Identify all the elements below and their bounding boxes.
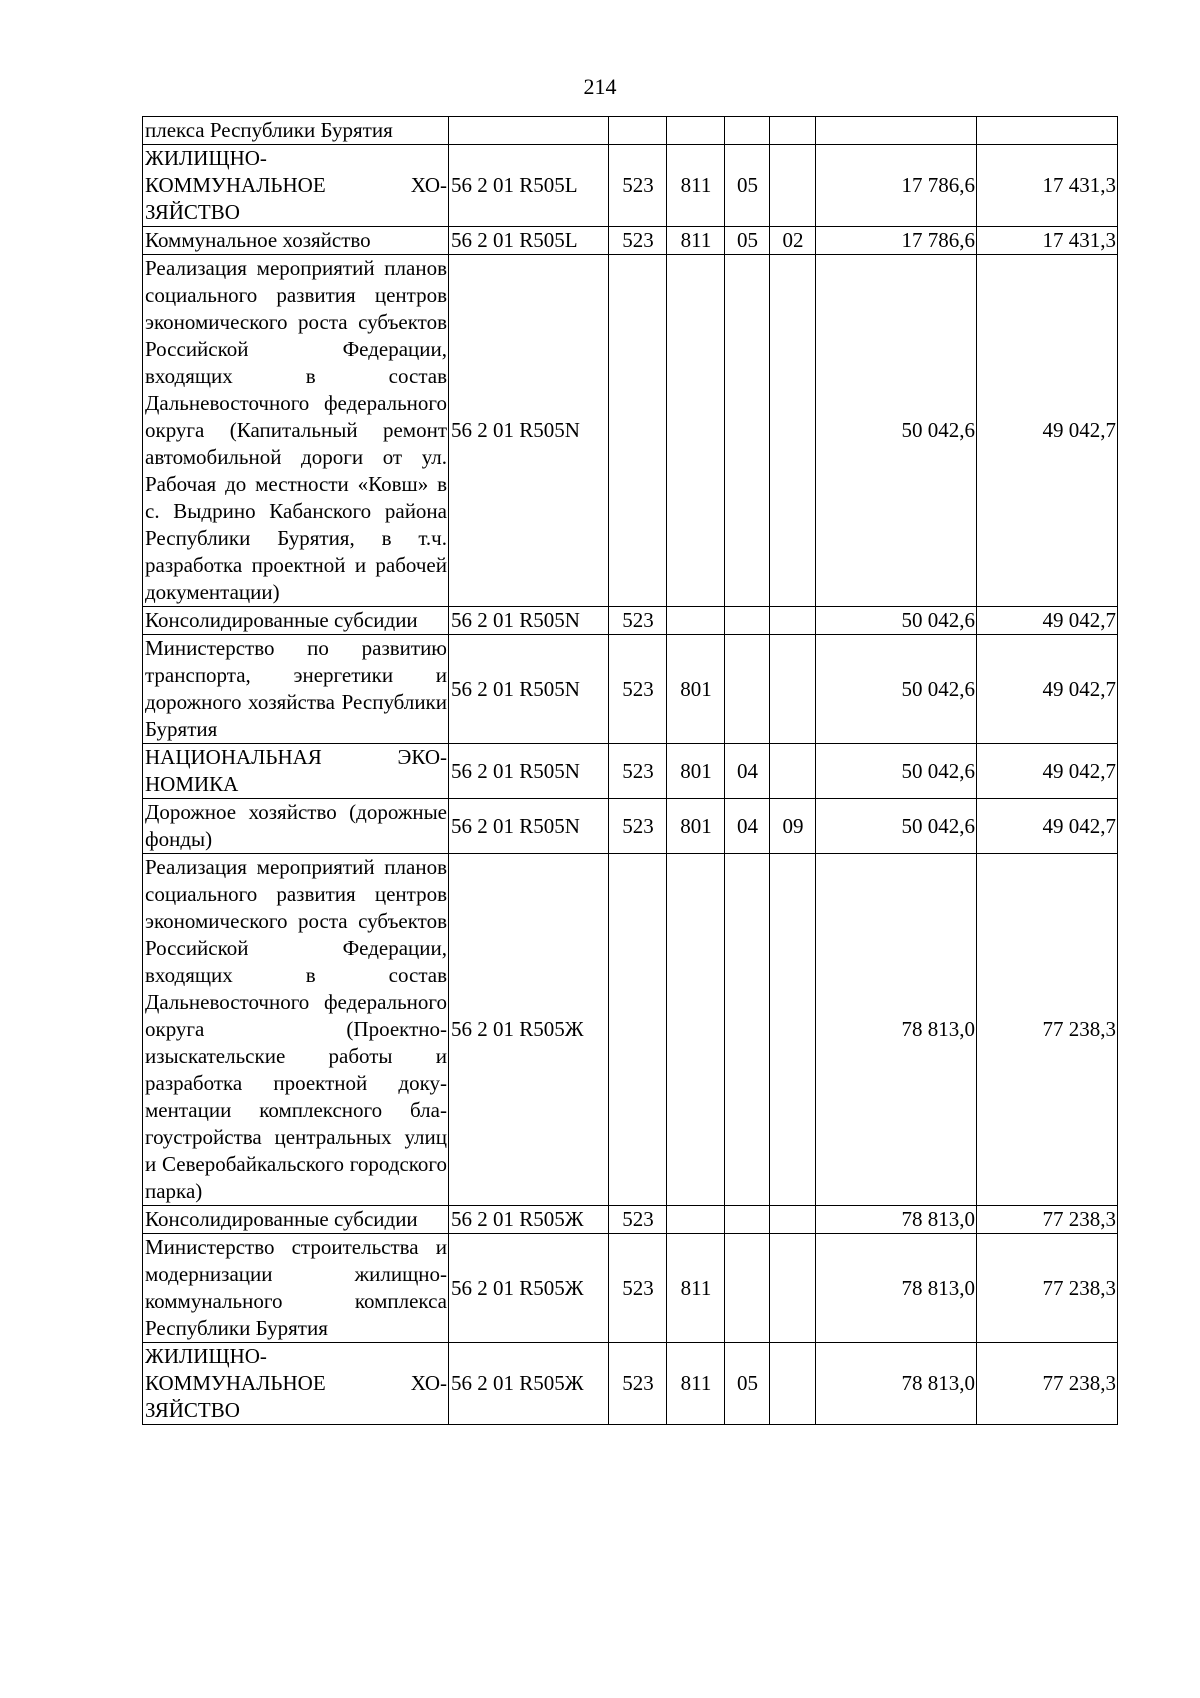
- row-pr-cell: [770, 1343, 816, 1425]
- row-sum1-cell: 50 042,6: [816, 607, 977, 635]
- row-pr-cell: [770, 255, 816, 607]
- row-pr-cell: [770, 854, 816, 1206]
- table-row: [143, 635, 1118, 744]
- row-grbs-cell: 523: [609, 607, 667, 635]
- table-row: [143, 854, 1118, 1206]
- row-ved-cell: [667, 607, 725, 635]
- row-name-cell: Коммунальное хозяйство: [143, 227, 449, 255]
- row-name-cell: НАЦИОНАЛЬНАЯ ЭКОНОМИКА: [143, 744, 449, 799]
- row-code-cell: 56 2 01 R505N: [449, 607, 609, 635]
- row-sum1-cell: 50 042,6: [816, 799, 977, 854]
- row-ved-cell: [667, 117, 725, 145]
- row-sum2-cell: 77 238,3: [977, 1206, 1118, 1234]
- row-name-cell: Министерство по развитию транспорта, энергетики и дорожного хозяйства Республики Бурятия: [143, 635, 449, 744]
- row-rz-cell: 04: [725, 799, 770, 854]
- row-sum2-cell: 77 238,3: [977, 854, 1118, 1206]
- table-row: [143, 1343, 1118, 1425]
- row-grbs-cell: 523: [609, 1206, 667, 1234]
- row-rz-cell: 05: [725, 227, 770, 255]
- row-sum2-cell: 17 431,3: [977, 145, 1118, 227]
- row-rz-cell: [725, 635, 770, 744]
- table-row: [143, 799, 1118, 854]
- row-ved-cell: 811: [667, 1234, 725, 1343]
- table-body: [143, 117, 1118, 1425]
- row-rz-cell: [725, 255, 770, 607]
- row-sum1-cell: 50 042,6: [816, 255, 977, 607]
- row-sum2-cell: 77 238,3: [977, 1234, 1118, 1343]
- row-rz-cell: 05: [725, 1343, 770, 1425]
- row-pr-cell: [770, 607, 816, 635]
- row-rz-cell: [725, 854, 770, 1206]
- row-name-cell: ЖИЛИЩНО-КОММУНАЛЬНОЕ ХОЗЯЙСТВО: [143, 1343, 449, 1425]
- row-sum1-cell: 50 042,6: [816, 744, 977, 799]
- row-code-cell: 56 2 01 R505N: [449, 635, 609, 744]
- row-code-cell: 56 2 01 R505N: [449, 799, 609, 854]
- row-pr-cell: [770, 1206, 816, 1234]
- row-ved-cell: 801: [667, 799, 725, 854]
- row-code-cell: 56 2 01 R505Ж: [449, 1234, 609, 1343]
- table-row: [143, 607, 1118, 635]
- row-name-cell: Реализация мероприятий планов социального развития центров экономического роста субъектов Российской Федерации, входящих в состав Дальневосточного федерального округа (Проектно-изыскательские работы и разработка проектной документации комплексного благоустройства центральных улиц и Северобайкальского городского парка): [143, 854, 449, 1206]
- row-sum1-cell: 50 042,6: [816, 635, 977, 744]
- row-code-cell: 56 2 01 R505L: [449, 145, 609, 227]
- row-pr-cell: [770, 635, 816, 744]
- row-sum2-cell: 49 042,7: [977, 607, 1118, 635]
- row-pr-cell: [770, 1234, 816, 1343]
- row-ved-cell: 801: [667, 635, 725, 744]
- row-sum1-cell: 78 813,0: [816, 1343, 977, 1425]
- row-grbs-cell: 523: [609, 635, 667, 744]
- row-sum2-cell: 49 042,7: [977, 744, 1118, 799]
- row-rz-cell: [725, 1206, 770, 1234]
- row-sum1-cell: 78 813,0: [816, 1206, 977, 1234]
- row-name-cell: Дорожное хозяйство (дорожные фонды): [143, 799, 449, 854]
- page-number: 214: [583, 74, 617, 99]
- row-name-cell: Реализация мероприятий планов социального развития центров экономического роста субъектов Российской Федерации, входящих в состав Дальневосточного федерального округа (Капитальный ремонт автомобильной дороги от ул. Рабочая до местности «Ковш» в с. Выдрино Кабанского района Республики Бурятия, в т.ч. разработка проектной и рабочей документации): [143, 255, 449, 607]
- row-ved-cell: [667, 1206, 725, 1234]
- row-grbs-cell: 523: [609, 799, 667, 854]
- budget-table: [142, 116, 1118, 1425]
- row-ved-cell: [667, 854, 725, 1206]
- row-code-cell: 56 2 01 R505N: [449, 255, 609, 607]
- row-grbs-cell: 523: [609, 1234, 667, 1343]
- table-row: [143, 1206, 1118, 1234]
- row-pr-cell: [770, 117, 816, 145]
- row-sum2-cell: 49 042,7: [977, 799, 1118, 854]
- table-row: [143, 1234, 1118, 1343]
- row-sum1-cell: [816, 117, 977, 145]
- table-row: [143, 117, 1118, 145]
- row-ved-cell: 811: [667, 1343, 725, 1425]
- table-row: [143, 145, 1118, 227]
- row-grbs-cell: 523: [609, 744, 667, 799]
- row-rz-cell: [725, 607, 770, 635]
- row-sum2-cell: 77 238,3: [977, 1343, 1118, 1425]
- row-grbs-cell: 523: [609, 1343, 667, 1425]
- row-rz-cell: 04: [725, 744, 770, 799]
- row-code-cell: 56 2 01 R505N: [449, 744, 609, 799]
- table-row: [143, 744, 1118, 799]
- table-row: [143, 255, 1118, 607]
- row-sum1-cell: 78 813,0: [816, 1234, 977, 1343]
- row-name-cell: ЖИЛИЩНО-КОММУНАЛЬНОЕ ХОЗЯЙСТВО: [143, 145, 449, 227]
- row-grbs-cell: [609, 854, 667, 1206]
- row-ved-cell: 811: [667, 145, 725, 227]
- row-code-cell: [449, 117, 609, 145]
- row-sum1-cell: 17 786,6: [816, 145, 977, 227]
- table-row: [143, 227, 1118, 255]
- row-grbs-cell: 523: [609, 227, 667, 255]
- row-name-cell: плекса Республики Бурятия: [143, 117, 449, 145]
- row-sum2-cell: [977, 117, 1118, 145]
- row-pr-cell: 02: [770, 227, 816, 255]
- row-pr-cell: [770, 145, 816, 227]
- row-ved-cell: 811: [667, 227, 725, 255]
- row-code-cell: 56 2 01 R505Ж: [449, 854, 609, 1206]
- row-ved-cell: 801: [667, 744, 725, 799]
- row-pr-cell: 09: [770, 799, 816, 854]
- row-name-cell: Министерство строительства и модернизации жилищно-коммунального комплекса Республики Бурятия: [143, 1234, 449, 1343]
- row-code-cell: 56 2 01 R505L: [449, 227, 609, 255]
- row-grbs-cell: 523: [609, 145, 667, 227]
- row-pr-cell: [770, 744, 816, 799]
- row-sum2-cell: 49 042,7: [977, 255, 1118, 607]
- row-rz-cell: [725, 1234, 770, 1343]
- row-grbs-cell: [609, 117, 667, 145]
- row-sum1-cell: 17 786,6: [816, 227, 977, 255]
- row-sum2-cell: 17 431,3: [977, 227, 1118, 255]
- row-sum1-cell: 78 813,0: [816, 854, 977, 1206]
- row-name-cell: Консолидированные субсидии: [143, 607, 449, 635]
- row-grbs-cell: [609, 255, 667, 607]
- row-rz-cell: [725, 117, 770, 145]
- row-ved-cell: [667, 255, 725, 607]
- row-name-cell: Консолидированные субсидии: [143, 1206, 449, 1234]
- row-code-cell: 56 2 01 R505Ж: [449, 1206, 609, 1234]
- row-sum2-cell: 49 042,7: [977, 635, 1118, 744]
- row-code-cell: 56 2 01 R505Ж: [449, 1343, 609, 1425]
- row-rz-cell: 05: [725, 145, 770, 227]
